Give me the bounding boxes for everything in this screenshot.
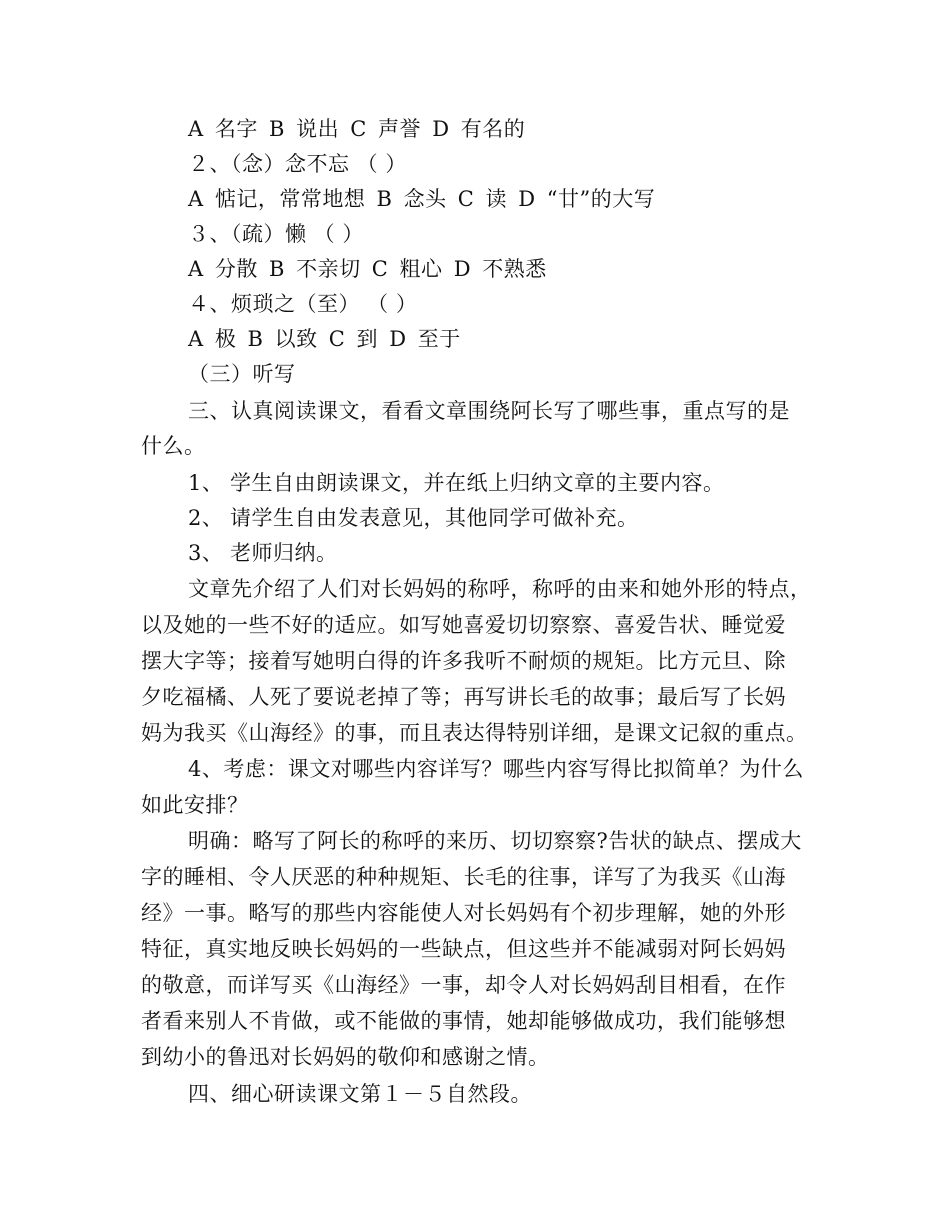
- answer-paragraph-line-1: 明确：略写了阿长的称呼的来历、切切察察?告状的缺点、摆成大: [188, 829, 802, 853]
- section-3-heading-cont: 什么。: [141, 434, 206, 458]
- answer-paragraph-line-3: 经》一事。略写的那些内容能使人对长妈妈有个初步理解，她的外形: [141, 901, 786, 925]
- step-4-line-1: 4、考虑：课文对哪些内容详写？哪些内容写得比拟简单？为什么: [188, 757, 804, 781]
- answer-paragraph-line-2: 字的睡相、令人厌恶的种种规矩、长毛的往事，详写了为我买《山海: [141, 865, 786, 889]
- step-2-text: 请学生自由发表意见，其他同学可做补充。: [230, 506, 639, 530]
- section-dictation: （三）听写: [188, 362, 296, 386]
- summary-paragraph-line-4: 夕吃福橘、人死了要说老掉了等；再写讲长毛的故事；最后写了长妈: [141, 685, 786, 709]
- options-line-1: A 名字 B 说出 C 声誉 D 有名的: [188, 117, 526, 141]
- summary-paragraph-line-1: 文章先介绍了人们对长妈妈的称呼，称呼的由来和她外形的特点，: [188, 577, 812, 601]
- step-3: [188, 536, 338, 571]
- step-2-number: 2、: [188, 506, 224, 530]
- step-1-number: 1、: [188, 471, 224, 495]
- answer-paragraph-line-6: 者看来别人不肯做，或不能做的事情，她却能够做成功，我们能够想: [141, 1009, 786, 1033]
- step-3-number: 3、: [188, 541, 224, 565]
- step-3-text: 老师归纳。: [230, 541, 338, 565]
- summary-paragraph-line-3: 摆大字等；接着写她明白得的许多我听不耐烦的规矩。比方元旦、除: [141, 649, 786, 673]
- options-line-3: A 分散 B 不亲切 C 粗心 D 不熟悉: [188, 257, 547, 281]
- summary-paragraph-line-5: 妈为我买《山海经》的事，而且表达得特别详细，是课文记叙的重点。: [141, 721, 808, 745]
- question-4: ４、烦琐之（至） （ ）: [188, 292, 418, 316]
- step-1: [188, 466, 725, 501]
- section-4-heading: 四、细心研读课文第１－５自然段。: [188, 1082, 532, 1106]
- question-2: ２、（念）念不忘 （ ）: [188, 152, 407, 176]
- options-line-4: A 极 B 以致 C 到 D 至于: [188, 327, 461, 351]
- question-3: ３、（疏）懒 （ ）: [188, 222, 364, 246]
- step-2: [188, 501, 639, 536]
- step-4-line-2: 如此安排？: [141, 793, 249, 817]
- answer-paragraph-line-7: 到幼小的鲁迅对长妈妈的敬仰和感谢之情。: [141, 1045, 550, 1069]
- options-line-2: A 惦记，常常地想 B 念头 C 读 D “廿”的大写: [188, 187, 656, 211]
- answer-paragraph-line-5: 的敬意，而详写买《山海经》一事，却令人对长妈妈刮目相看，在作: [141, 973, 786, 997]
- step-1-text: 学生自由朗读课文，并在纸上归纳文章的主要内容。: [230, 471, 725, 495]
- summary-paragraph-line-2: 以及她的一些不好的适应。如写她喜爱切切察察、喜爱告状、睡觉爱: [141, 613, 786, 637]
- section-3-heading: 三、认真阅读课文，看看文章围绕阿长写了哪些事，重点写的是: [188, 399, 790, 423]
- answer-paragraph-line-4: 特征，真实地反映长妈妈的一些缺点，但这些并不能减弱对阿长妈妈: [141, 937, 786, 961]
